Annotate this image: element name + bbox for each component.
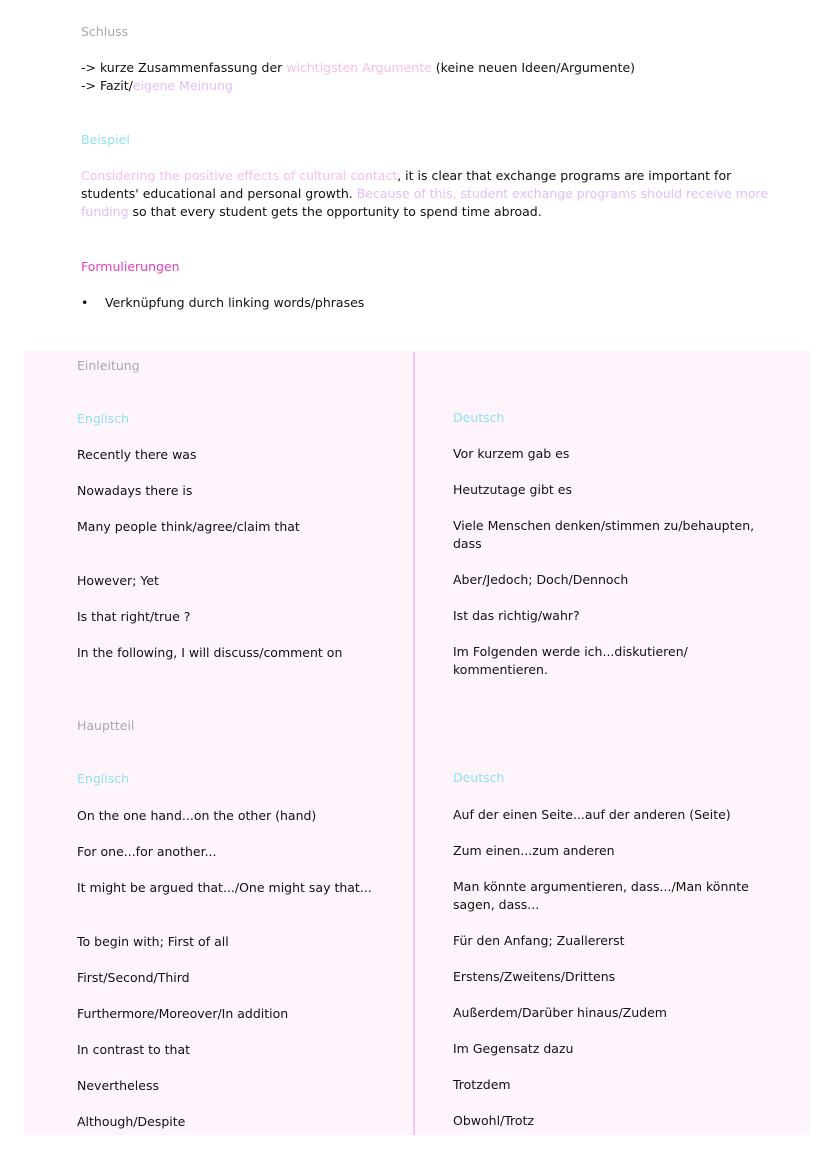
phrase-deutsch: Man könnte argumentieren, dass.../Man könnte sagen, dass... — [453, 879, 749, 912]
phrase-english: Nevertheless — [77, 1078, 159, 1093]
text: -> Fazit/ — [81, 78, 133, 93]
phrase-english: Is that right/true ? — [77, 609, 191, 624]
text: -> kurze Zusammenfassung der — [81, 60, 287, 75]
text: so that every student gets the opportunity to spend time abroad. — [128, 204, 542, 219]
phrase-deutsch: Erstens/Zweitens/Drittens — [453, 969, 616, 984]
bullet-icon: • — [81, 295, 89, 310]
section-title-hauptteil: Hauptteil — [77, 718, 135, 733]
schluss-point-1 — [81, 59, 635, 77]
phrase-english: It might be argued that.../One might say that... — [77, 880, 372, 895]
section-title-formulierungen: Formulierungen — [81, 259, 180, 274]
text: students' educational and personal growth. — [81, 186, 357, 201]
phrase-deutsch: Auf der einen Seite...auf der anderen (Seite) — [453, 807, 731, 822]
phrase-english: Nowadays there is — [77, 483, 193, 498]
phrase-english: On the one hand...on the other (hand) — [77, 808, 317, 823]
phrase-deutsch: Vor kurzem gab es — [453, 446, 570, 461]
phrase-english: However; Yet — [77, 573, 159, 588]
list-item: Verknüpfung durch linking words/phrases — [105, 295, 365, 310]
phrase-english: Although/Despite — [77, 1114, 186, 1129]
phrase-deutsch: Trotzdem — [453, 1077, 511, 1092]
phrase-english: For one...for another... — [77, 844, 217, 859]
phrase-deutsch: Im Gegensatz dazu — [453, 1041, 574, 1056]
column-header-deutsch: Deutsch — [453, 410, 505, 425]
highlight: eigene Meinung — [132, 78, 233, 93]
highlight: Because of this, student exchange programs should receive more — [356, 186, 769, 201]
phrase-english: Furthermore/Moreover/In addition — [77, 1006, 289, 1021]
phrase-deutsch: Im Folgenden werde ich...diskutieren/ kommentieren. — [453, 644, 688, 677]
phrase-deutsch: Viele Menschen denken/stimmen zu/behaupten, dass — [453, 518, 755, 551]
phrase-deutsch: Ist das richtig/wahr? — [453, 608, 580, 623]
text: , it is clear that exchange programs are important for — [397, 168, 732, 183]
column-header-english: Englisch — [77, 411, 130, 426]
example-line-1 — [81, 167, 731, 185]
schluss-point-2 — [81, 77, 233, 95]
column-header-deutsch: Deutsch — [453, 770, 505, 785]
phrase-english: Many people think/agree/claim that — [77, 519, 300, 534]
phrase-english: In the following, I will discuss/comment on — [77, 645, 343, 660]
highlight: Considering the positive effects of cultural contact — [81, 168, 398, 183]
phrase-english: Recently there was — [77, 447, 197, 462]
phrase-english: To begin with; First of all — [77, 934, 229, 949]
phrase-english: First/Second/Third — [77, 970, 190, 985]
example-line-3 — [81, 203, 542, 221]
example-line-2 — [81, 185, 768, 203]
section-title-schluss: Schluss — [81, 24, 129, 39]
column-divider — [413, 352, 415, 1135]
phrase-deutsch: Für den Anfang; Zuallererst — [453, 933, 625, 948]
section-title-beispiel: Beispiel — [81, 132, 130, 147]
column-header-english: Englisch — [77, 771, 130, 786]
highlight: wichtigsten Argumente — [286, 60, 432, 75]
highlight: funding — [81, 204, 129, 219]
text: (keine neuen Ideen/Argumente) — [431, 60, 636, 75]
phrase-deutsch: Außerdem/Darüber hinaus/Zudem — [453, 1005, 667, 1020]
section-title-einleitung: Einleitung — [77, 358, 140, 373]
phrase-deutsch: Zum einen...zum anderen — [453, 843, 615, 858]
phrase-deutsch: Obwohl/Trotz — [453, 1113, 535, 1128]
phrase-english: In contrast to that — [77, 1042, 191, 1057]
phrase-deutsch: Heutzutage gibt es — [453, 482, 572, 497]
phrase-deutsch: Aber/Jedoch; Doch/Dennoch — [453, 572, 629, 587]
